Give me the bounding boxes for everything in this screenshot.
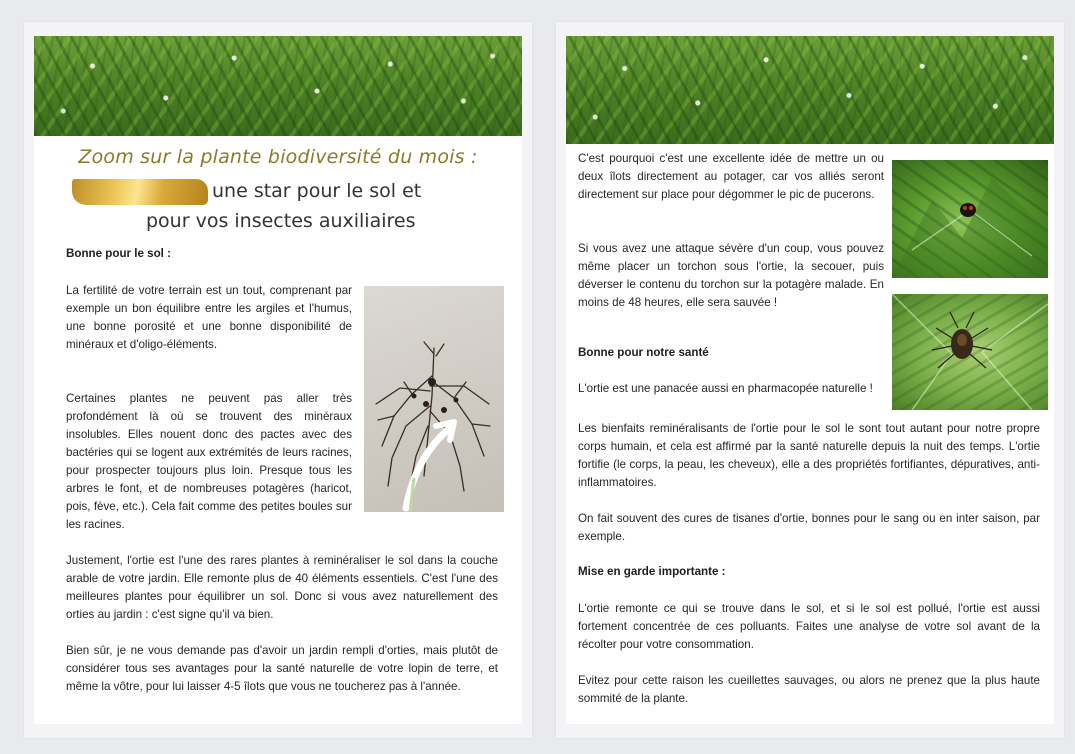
paragraph-bacteria: Certaines plantes ne peuvent pas aller très profondément là où se trouvent des minéraux insolubles. Elles nouent donc des pactes avec des bactéries qui se logent aux extrémités de leurs racines, pour prospecter toujours plus loin. Presque tous les arbres le font, et de nombreuses potagères (haricot, pois, fève, etc.). Cela fait comme des petites boules sur les racines. xyxy=(66,392,352,531)
paragraph-panacea: L'ortie est une panacée aussi en pharmacopée naturelle ! xyxy=(578,382,873,395)
page-right xyxy=(556,22,1064,738)
paragraph-fertility: La fertilité de votre terrain est un tout, comprenant par exemple un bon équilibre entre les argiles et l'humus, une bonne porosité et une bonne disponibilité de minéraux et d'oligo-éléments. xyxy=(66,284,352,351)
paragraph-pollution: L'ortie remonte ce qui se trouve dans le sol, et si le sol est pollué, l'ortie est aussi fortement concentrée de ces polluants. Faites une analyse de votre sol avant de la récolter pour votre consommation. xyxy=(578,602,1040,651)
nettle-roots-photo xyxy=(364,286,504,512)
ladybug-nettle-photo xyxy=(892,160,1048,278)
paragraph-remineralize: Justement, l'ortie est l'une des rares plantes à reminéraliser le sol dans la couche arable de votre jardin. Elle remonte plus de 40 éléments essentiels. C'est l'une des meilleures plantes pour équilibrer un sol. Donc si vous avez naturellement des orties au jardin : c'est signe qu'il va bien. xyxy=(66,554,498,621)
heading-health: Bonne pour notre santé xyxy=(578,346,709,359)
paragraph-garden-islands: Bien sûr, je ne vous demande pas d'avoir un jardin rempli d'orties, mais plutôt de considérer tous ses avantages pour la santé naturelle de votre lopin de terre, et même la vôtre, pour lui laisser 4-5 îlots que vous ne toucherez pas à l'année. xyxy=(66,644,498,693)
paragraph-wild-picking: Evitez pour cette raison les cueillettes sauvages, ou alors ne prenez que la plus haute sommité de la plante. xyxy=(578,674,1040,705)
title-script: Zoom sur la plante biodiversité du mois : xyxy=(78,146,478,168)
nettle-banner-image-right xyxy=(566,36,1054,144)
bug-on-nettle-photo xyxy=(892,294,1048,410)
gold-highlight-swatch xyxy=(72,179,208,205)
heading-warning: Mise en garde importante : xyxy=(578,565,726,578)
page-left-sheet xyxy=(34,36,522,724)
paragraph-benefits: Les bienfaits reminéralisants de l'ortie pour le sol le sont tout autant pour notre propre corps humain, et cela est affirmé par la santé naturelle depuis la nuit des temps. L'ortie fortifie (le corps, la peau, les cheveux), elle a des propriétés fortifiantes, dépuratives, anti-inflammatoires. xyxy=(578,422,1040,489)
heading-soil: Bonne pour le sol : xyxy=(66,247,171,260)
title-line-1: une star pour le sol et xyxy=(212,180,422,202)
paragraph-tisanes: On fait souvent des cures de tisanes d'ortie, bonnes pour le sang ou en inter saison, par exemple. xyxy=(578,512,1040,543)
title-line-2: pour vos insectes auxiliaires xyxy=(146,210,416,232)
paragraph-allies: C'est pourquoi c'est une excellente idée de mettre un ou deux îlots directement au potager, car vos alliés seront directement sur place pour dégommer le pic de pucerons. xyxy=(578,152,884,201)
nettle-banner-image xyxy=(34,36,522,136)
page-left xyxy=(24,22,532,738)
page-right-sheet xyxy=(566,36,1054,724)
paragraph-torchon: Si vous avez une attaque sévère d'un coup, vous pouvez même placer un torchon sous l'ortie, la secouer, puis déverser le contenu du torchon sur la potagère malade. En moins de 48 heures, elle sera sauvée ! xyxy=(578,242,884,309)
